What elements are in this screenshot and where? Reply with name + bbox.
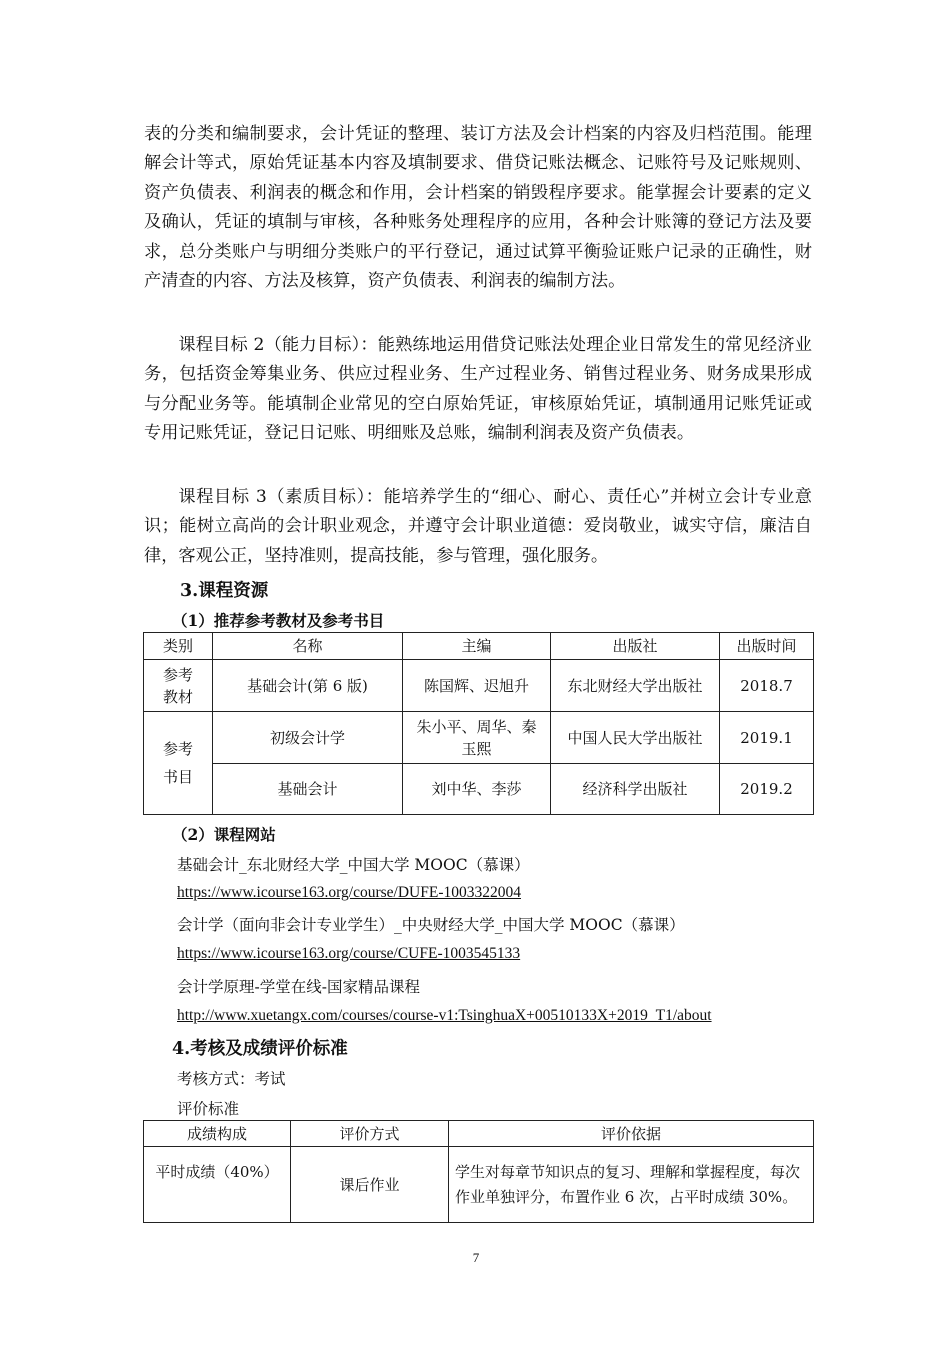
- table-cell: 初级会计学: [213, 712, 403, 764]
- subsection-title-websites: （2）课程网站: [172, 825, 276, 844]
- table-cell: 中国人民大学出版社: [551, 712, 720, 764]
- header-cell: 出版社: [551, 633, 720, 660]
- table-row: [144, 1147, 814, 1223]
- website-name: 基础会计_东北财经大学_中国大学 MOOC（慕课）: [177, 856, 530, 874]
- header-cell: 主编: [403, 633, 551, 660]
- table-row: [144, 660, 814, 712]
- table-cell: 陈国辉、迟旭升: [403, 660, 551, 712]
- subsection-title-books: （1）推荐参考教材及参考书目: [172, 611, 385, 630]
- table-cell: 经济科学出版社: [551, 764, 720, 815]
- header-cell: 名称: [213, 633, 403, 660]
- table-cell: 基础会计: [213, 764, 403, 815]
- category-text: 参考书目: [162, 740, 193, 786]
- table-header-row: [144, 1121, 814, 1147]
- website-url: [177, 1006, 712, 1025]
- table-cell: 平时成绩（40%）: [144, 1147, 291, 1223]
- paragraph-course-goal-2: 课程目标 2（能力目标）：能熟练地运用借贷记账法处理企业日常发生的常见经济业务，包括资金筹集业务、供应过程业务、生产过程业务、销售过程业务、财务成果形成与分配业务等。能填制企业常见的空白原始凭证，审核原始凭证，填制通用记账凭证或专用记账凭证，登记日记账、明细账及总账，编制利润表及资产负债表。: [144, 335, 812, 444]
- evaluation-table: [143, 1120, 814, 1223]
- table-cell: 基础会计(第 6 版): [213, 660, 403, 712]
- table-row: [144, 764, 814, 815]
- books-table: [143, 632, 814, 815]
- table-cell: 刘中华、李莎: [403, 764, 551, 815]
- cell-text: 朱小平、周华、秦玉熙: [416, 717, 537, 758]
- header-cell: 出版时间: [720, 633, 814, 660]
- header-cell: 评价依据: [449, 1121, 814, 1147]
- section-title-course-resources: 3.课程资源: [180, 581, 269, 601]
- page-number: 7: [472, 1250, 480, 1265]
- table-cell: 2019.2: [720, 764, 814, 815]
- assessment-method: 考核方式：考试: [177, 1070, 286, 1088]
- table-row: [144, 712, 814, 764]
- table-header-row: [144, 633, 814, 660]
- paragraph-course-goal-3: 课程目标 3（素质目标）：能培养学生的“细心、耐心、责任心”并树立会计专业意识；能树立高尚的会计职业观念，并遵守会计职业道德：爱岗敬业，诚实守信，廉洁自律，客观公正，坚持准则，提高技能，参与管理，强化服务。: [144, 487, 812, 566]
- table-cell: 2019.1: [720, 712, 814, 764]
- category-cell: [144, 712, 213, 815]
- table-cell: [403, 712, 551, 764]
- category-cell: [144, 660, 213, 712]
- website-name: 会计学原理-学堂在线-国家精品课程: [177, 978, 420, 996]
- table-cell: 学生对每章节知识点的复习、理解和掌握程度，每次作业单独评分，布置作业 6 次，占平时成绩 30%。: [449, 1147, 814, 1223]
- table-cell: 2018.7: [720, 660, 814, 712]
- criteria-label: 评价标准: [177, 1100, 240, 1118]
- paragraph-knowledge-goal-continued: 表的分类和编制要求，会计凭证的整理、装订方法及会计档案的内容及归档范围。能理解会计等式，原始凭证基本内容及填制要求、借贷记账法概念、记账符号及记账规则、资产负债表、利润表的概念和作用，会计档案的销毁程序要求。能掌握会计要素的定义及确认，凭证的填制与审核，各种账务处理程序的应用，各种会计账簿的登记方法及要求，总分类账户与明细分类账户的平行登记，通过试算平衡验证账户记录的正确性，财产清查的内容、方法及核算，资产负债表、利润表的编制方法。: [144, 124, 812, 292]
- header-cell: 评价方式: [291, 1121, 449, 1147]
- website-link[interactable]: https://www.icourse163.org/course/DUFE-1003322004: [177, 884, 521, 901]
- website-link[interactable]: http://www.xuetangx.com/courses/course-v1:TsinghuaX+00510133X+2019_T1/about: [177, 1007, 712, 1024]
- section-title-assessment: 4.考核及成绩评价标准: [172, 1039, 348, 1059]
- header-cell: 类别: [144, 633, 213, 660]
- header-cell: 成绩构成: [144, 1121, 291, 1147]
- category-text: 参考教材: [162, 665, 193, 706]
- website-url: [177, 883, 521, 902]
- website-link[interactable]: https://www.icourse163.org/course/CUFE-1003545133: [177, 945, 521, 962]
- table-cell: 东北财经大学出版社: [551, 660, 720, 712]
- table-cell: 课后作业: [291, 1147, 449, 1223]
- website-name: 会计学（面向非会计专业学生）_中央财经大学_中国大学 MOOC（慕课）: [177, 916, 685, 934]
- website-url: [177, 944, 520, 963]
